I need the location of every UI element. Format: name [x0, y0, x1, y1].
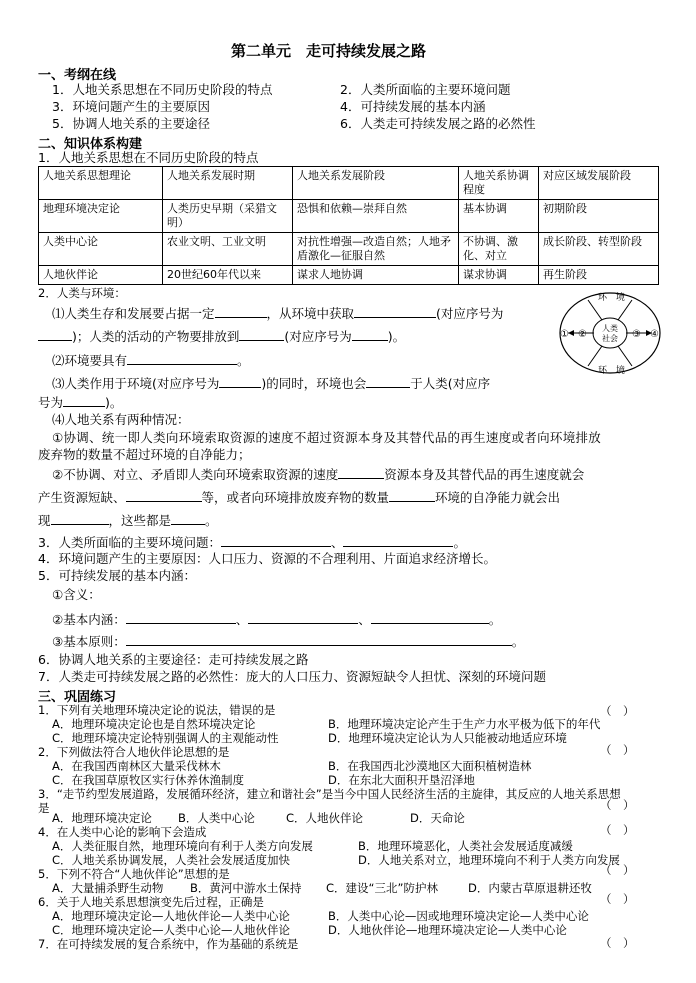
answer-blank[interactable]: [221, 534, 331, 547]
answer-blank[interactable]: [366, 375, 410, 388]
table-cell: 成长阶段、转型阶段: [539, 233, 659, 266]
table-cell: 地理环境决定论: [39, 200, 163, 233]
option[interactable]: B．黄河中游水土保持: [190, 881, 302, 895]
arrow-line: [588, 300, 602, 320]
subheading-2: 2．人类与环境：: [38, 286, 126, 300]
fill-line-1: ⑴人类生存和发展要占据一定 ，从环境中获取 (对应序号为: [52, 306, 504, 321]
section-heading-practice: 三、巩固练习: [38, 690, 117, 705]
answer-blank[interactable]: [126, 633, 512, 646]
option[interactable]: C．人地关系协调发展，人类社会发展适度加快: [52, 853, 291, 867]
answer-paren[interactable]: （ ）: [600, 743, 635, 757]
answer-paren[interactable]: （ ）: [600, 823, 635, 837]
outline-item: 2．人类所面临的主要环境问题: [340, 82, 511, 97]
option[interactable]: C．建设“三北”防护林: [326, 881, 438, 895]
option[interactable]: B．在我国西北沙漠地区大面积植树造林: [328, 759, 532, 773]
option[interactable]: A．地理环境决定论也是自然环境决定论: [52, 717, 256, 731]
fill-line-5-1: ①含义：: [52, 587, 101, 602]
answer-paren[interactable]: （ ）: [600, 704, 635, 718]
table-cell: 人地伙伴论: [39, 266, 163, 285]
arrow-line: [618, 346, 632, 366]
table-cell: 20世纪60年代以来: [163, 266, 293, 285]
subheading-6: 6．协调人地关系的主要途径：走可持续发展之路: [38, 652, 309, 667]
option[interactable]: B．人类中心论: [178, 811, 255, 825]
fill-line-4-2: ②不协调、对立、矛盾即人类向环境索取资源的速度 资源本身及其替代品的再生速度就会: [52, 467, 585, 482]
table-cell: 人类中心论: [39, 233, 163, 266]
table-cell: 谋求协调: [459, 266, 539, 285]
table-cell: 不协调、激化、对立: [459, 233, 539, 266]
question-6: 6．关于人地关系思想演变先后过程，正确是: [38, 895, 264, 909]
table-cell: 初期阶段: [539, 200, 659, 233]
diagram-number: ①: [560, 329, 569, 340]
option[interactable]: A．人类征服自然，地理环境向有利于人类方向发展: [52, 839, 313, 853]
answer-paren[interactable]: （ ）: [600, 892, 635, 906]
question-7: 7．在可持续发展的复合系统中，作为基础的系统是: [38, 937, 299, 951]
diagram-label-top: 环 境: [598, 293, 626, 303]
answer-blank[interactable]: [352, 328, 388, 341]
question-1: 1．下列有关地理环境决定论的说法，错误的是: [38, 703, 276, 717]
option[interactable]: B．人类中心论—因或地理环境决定论—人类中心论: [328, 909, 589, 923]
question-5: 5．下列不符合“人地伙伴论”思想的是: [38, 867, 230, 881]
fill-line-3: ⑶人类作用于环境(对应序号为 )的同时，环境也会 于人类(对应序: [52, 376, 491, 391]
answer-paren[interactable]: （ ）: [600, 863, 635, 877]
table-cell: 对抗性增强—改造自然；人地矛盾激化—征服自然: [293, 233, 459, 266]
answer-blank[interactable]: [371, 611, 489, 624]
inner-ellipse: [593, 318, 627, 348]
option[interactable]: D．内蒙古草原退耕还牧: [468, 881, 592, 895]
question-3-cont: 是: [38, 801, 50, 815]
option[interactable]: A．地理环境决定论—人地伙伴论—人类中心论: [52, 909, 290, 923]
answer-blank[interactable]: [215, 305, 267, 318]
relation-table: [38, 166, 659, 285]
fill-line-3b: 号为 )。: [38, 395, 123, 410]
option[interactable]: B．地理环境恶化，人类社会发展适度减缓: [358, 839, 573, 853]
option[interactable]: C．在我国草原牧区实行休养休渔制度: [52, 773, 245, 787]
diagram-center-label: 人类: [602, 324, 618, 333]
page-title: 第二单元 走可持续发展之路: [231, 42, 427, 60]
table-header: 人地关系发展阶段: [293, 167, 459, 200]
option[interactable]: C．地理环境决定论特别强调人的主观能动性: [52, 731, 279, 745]
answer-blank[interactable]: [38, 328, 72, 341]
answer-paren[interactable]: （ ）: [600, 936, 635, 950]
answer-blank[interactable]: [239, 328, 284, 341]
diagram-center-label: 社会: [602, 334, 618, 343]
fill-line-5-2: ②基本内涵： 、 、 。: [52, 612, 502, 627]
answer-blank[interactable]: [127, 352, 237, 365]
subheading-4: 4．环境问题产生的主要原因：人口压力、资源的不合理利用、片面追求经济增长。: [38, 551, 496, 566]
answer-paren[interactable]: （ ）: [600, 798, 635, 812]
table-cell: 农业文明、工业文明: [163, 233, 293, 266]
table-cell: 人类历史早期（采猎文明）: [163, 200, 293, 233]
option[interactable]: A．地理环境决定论: [52, 811, 152, 825]
subheading-1: 1．人地关系思想在不同历史阶段的特点: [38, 150, 259, 165]
answer-blank[interactable]: [51, 512, 109, 525]
option[interactable]: D．人地关系对立，地理环境向不利于人类方向发展: [358, 853, 620, 867]
table-row: [39, 233, 659, 266]
table-header: 人地关系协调程度: [459, 167, 539, 200]
answer-blank[interactable]: [248, 611, 358, 624]
section-heading-knowledge: 二、知识体系构建: [38, 137, 143, 152]
arrow-line: [588, 346, 602, 366]
option[interactable]: A．大量捕杀野生动物: [52, 881, 164, 895]
table-header-row: [39, 167, 659, 200]
option[interactable]: D．地理环境决定论认为人只能被动地适应环境: [328, 731, 567, 745]
answer-blank[interactable]: [354, 305, 436, 318]
option[interactable]: D．天命论: [410, 811, 465, 825]
table-header: 人地关系发展时期: [163, 167, 293, 200]
fill-line-1b: )；人类的活动的产物要排放到 (对应序号为 )。: [38, 328, 405, 344]
subheading-7: 7．人类走可持续发展之路的必然性：庞大的人口压力、资源短缺令人担忧、深刻的环境问题: [38, 669, 546, 684]
fill-line-3-problems: 3．人类所面临的主要环境问题： 、 。: [38, 535, 466, 550]
answer-blank[interactable]: [126, 611, 236, 624]
fill-line-4-2b: 产生资源短缺、 等，或者向环境排放废弃物的数量 环境的自净能力就会出: [38, 490, 561, 505]
option[interactable]: B．地理环境决定论产生于生产力水平极为低下的年代: [328, 717, 601, 731]
table-header: 人地关系思想理论: [39, 167, 163, 200]
answer-blank[interactable]: [171, 512, 205, 525]
option[interactable]: C．地理环境决定论—人类中心论—人地伙伴论: [52, 923, 291, 937]
diagram-number: ②: [578, 329, 587, 340]
question-2: 2．下列做法符合人地伙伴论思想的是: [38, 745, 230, 759]
table-cell: 再生阶段: [539, 266, 659, 285]
para-4: ⑷人地关系有两种情况：: [52, 412, 190, 427]
diagram-number: ③: [632, 329, 641, 340]
option[interactable]: A．在我国西南林区大量采伐林木: [52, 759, 221, 773]
outline-item: 1．人地关系思想在不同历史阶段的特点: [52, 82, 273, 97]
para-4-1a: ①协调、统一即人类向环境索取资源的速度不超过资源本身及其替代品的再生速度或者向环境排放: [52, 430, 602, 445]
question-4: 4．在人类中心论的影响下会造成: [38, 825, 207, 839]
human-environment-diagram: [558, 290, 662, 376]
answer-blank[interactable]: [389, 489, 435, 502]
outline-item: 3．环境问题产生的主要原因: [52, 99, 210, 114]
table-cell: 谋求人地协调: [293, 266, 459, 285]
diagram-label-bottom: 环 境: [598, 366, 626, 376]
answer-blank[interactable]: [63, 394, 105, 407]
subheading-5: 5．可持续发展的基本内涵：: [38, 568, 196, 583]
question-3: 3．“走节约型发展道路，发展循环经济，建立和谐社会”是当今中国人民经济生活的主旋律，其反应的人地关系思想: [38, 787, 621, 801]
para-4-1b: 废弃物的数量不超过环境的自净能力；: [38, 447, 251, 462]
diagram-number: ④: [650, 329, 659, 340]
answer-blank[interactable]: [338, 466, 384, 479]
table-header: 对应区域发展阶段: [539, 167, 659, 200]
table-row: [39, 266, 659, 285]
fill-line-4-2c: 现 ，这些都是 。: [38, 513, 218, 528]
arrow-line: [618, 300, 632, 320]
outline-item: 5．协调人地关系的主要途径: [52, 116, 210, 131]
outline-item: 6．人类走可持续发展之路的必然性: [340, 116, 536, 131]
answer-blank[interactable]: [126, 489, 202, 502]
outline-item: 4．可持续发展的基本内涵: [340, 99, 486, 114]
answer-blank[interactable]: [219, 375, 261, 388]
section-heading-outline: 一、考纲在线: [38, 68, 117, 83]
option[interactable]: D．在东北大面积开垦沼泽地: [328, 773, 475, 787]
table-cell: 恐惧和依赖—崇拜自然: [293, 200, 459, 233]
table-row: [39, 200, 659, 233]
answer-blank[interactable]: [343, 534, 453, 547]
table-cell: 基本协调: [459, 200, 539, 233]
option[interactable]: D．人地伙伴论—地理环境决定论—人类中心论: [328, 923, 567, 937]
fill-line-5-3: ③基本原则： 。: [52, 634, 525, 649]
fill-line-2: ⑵环境要具有 。: [52, 353, 250, 368]
option[interactable]: C．人地伙伴论: [286, 811, 364, 825]
